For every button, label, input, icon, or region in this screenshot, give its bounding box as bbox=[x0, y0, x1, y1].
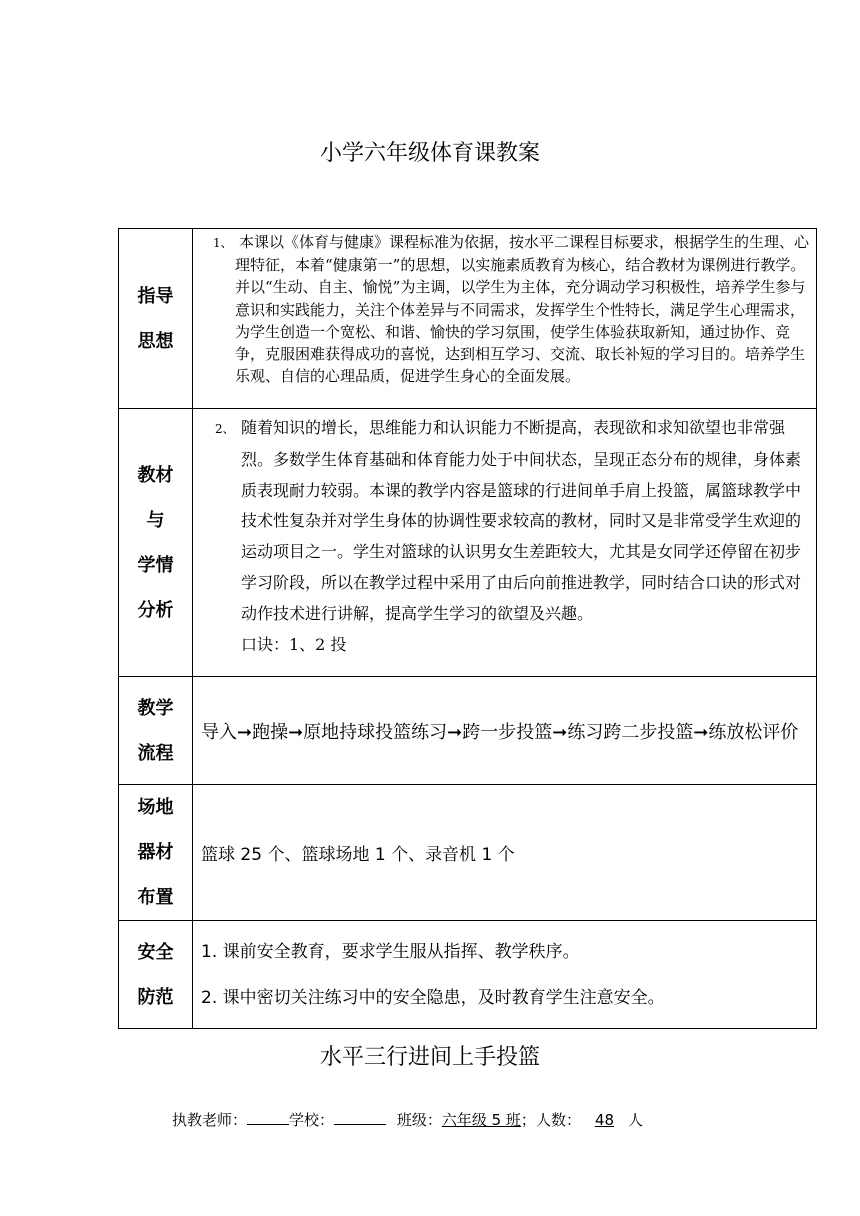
label-line: 场地 bbox=[137, 797, 174, 818]
guiding-thought-content bbox=[193, 229, 817, 409]
label-line: 教学 bbox=[137, 697, 174, 719]
class-value: 六年级 5 班 bbox=[441, 1111, 521, 1129]
lesson-subtitle: 水平三行进间上手投篮 bbox=[319, 1045, 540, 1070]
material-analysis-text: 随着知识的增长，思维能力和认识能力不断提高，表现欲和求知欲望也非常强烈。多数学生体育基础和体育能力处于中间状态，呈现正态分布的规律，身体素质表现耐力较弱。本课的教学内容是篮球的行进间单手肩上投篮，属篮球教学中技术性复杂并对学生身体的协调性要求较高的教材，同时又是非常受学生欢迎的运动项目之一。学生对篮球的认识男女生差距较大，尤其是女同学还停留在初步学习阶段，所以在教学过程中采用了由后向前推进教学，同时结合口诀的形式对动作技术进行讲解，提高学生学习的欲望及兴趣。 bbox=[241, 418, 802, 623]
class-label: 班级： bbox=[396, 1111, 442, 1129]
label-line: 教材 bbox=[137, 464, 174, 486]
row-venue-equipment bbox=[119, 785, 817, 921]
venue-equipment-text: 篮球 25 个、篮球场地 1 个、录音机 1 个 bbox=[201, 845, 515, 865]
school-label: 学校： bbox=[289, 1111, 335, 1129]
label-line: 安全 bbox=[137, 941, 174, 963]
label-line: 学情 bbox=[137, 554, 174, 576]
teaching-flow-content bbox=[193, 677, 817, 785]
venue-equipment-content bbox=[193, 785, 817, 921]
row-guiding-thought bbox=[119, 229, 817, 409]
lesson-plan-table bbox=[118, 228, 817, 1029]
label-line: 防范 bbox=[137, 986, 174, 1008]
safety-item-1: 1. 课前安全教育，要求学生服从指挥、教学秩序。 bbox=[201, 941, 580, 962]
label-venue-equipment bbox=[119, 785, 193, 921]
teaching-flow-text: 导入➞跑操➞原地持球投篮练习➞跨一步投篮➞练习跨二步投篮➞练放松评价 bbox=[201, 721, 799, 743]
label-guiding-thought bbox=[119, 229, 193, 409]
guiding-thought-text: 本课以《体育与健康》课程标准为依据，按水平二课程目标要求，根据学生的生理、心理特征，本着“健康第一”的思想，以实施素质教育为核心，结合教材为课例进行教学。并以“生动、自主、愉悦”为主调，以学生为主体，充分调动学习积极性，培养学生参与意识和实践能力，关注个体差异与不同需求，发挥学生个性特长，满足学生心理需求，为学生创造一个宽松、和谐、愉快的学习氛围，使学生体验获取新知，通过协作、竞争，克服困难获得成功的喜悦，达到相互学习、交流、取长补短的学习目的。培养学生乐观、自信的心理品质，促进学生身心的全面发展。 bbox=[235, 233, 810, 386]
material-analysis-paragraph bbox=[193, 409, 808, 630]
label-line: 器材 bbox=[137, 842, 174, 863]
guiding-thought-paragraph bbox=[215, 229, 816, 387]
safety-content bbox=[193, 921, 817, 1029]
teacher-label: 执教老师： bbox=[172, 1111, 248, 1129]
row-teaching-flow bbox=[119, 677, 817, 785]
count-value: 48 bbox=[594, 1111, 615, 1129]
item-number: 1、 bbox=[213, 236, 233, 250]
count-unit: 人 bbox=[628, 1111, 644, 1129]
label-line: 布置 bbox=[137, 887, 174, 908]
label-teaching-flow bbox=[119, 677, 193, 785]
school-blank bbox=[334, 1108, 386, 1125]
material-analysis-content bbox=[193, 409, 817, 677]
label-line: 与 bbox=[146, 509, 165, 531]
label-material-analysis bbox=[119, 409, 193, 677]
item-number: 2、 bbox=[215, 422, 235, 436]
label-line: 思想 bbox=[137, 330, 174, 352]
row-material-analysis bbox=[119, 409, 817, 677]
document-title: 小学六年级体育课教案 bbox=[319, 141, 540, 166]
row-safety bbox=[119, 921, 817, 1029]
label-line: 分析 bbox=[137, 599, 174, 621]
count-label: 人数： bbox=[535, 1111, 581, 1129]
label-line: 指导 bbox=[137, 285, 174, 307]
teacher-blank bbox=[247, 1108, 289, 1125]
mnemonic-text: 口诀：1、2 投 bbox=[241, 634, 347, 654]
separator: ； bbox=[520, 1111, 536, 1129]
label-safety bbox=[119, 921, 193, 1029]
safety-item-2: 2. 课中密切关注练习中的安全隐患，及时教育学生注意安全。 bbox=[201, 987, 665, 1008]
label-line: 流程 bbox=[137, 742, 174, 764]
lesson-info-line bbox=[172, 1108, 643, 1130]
